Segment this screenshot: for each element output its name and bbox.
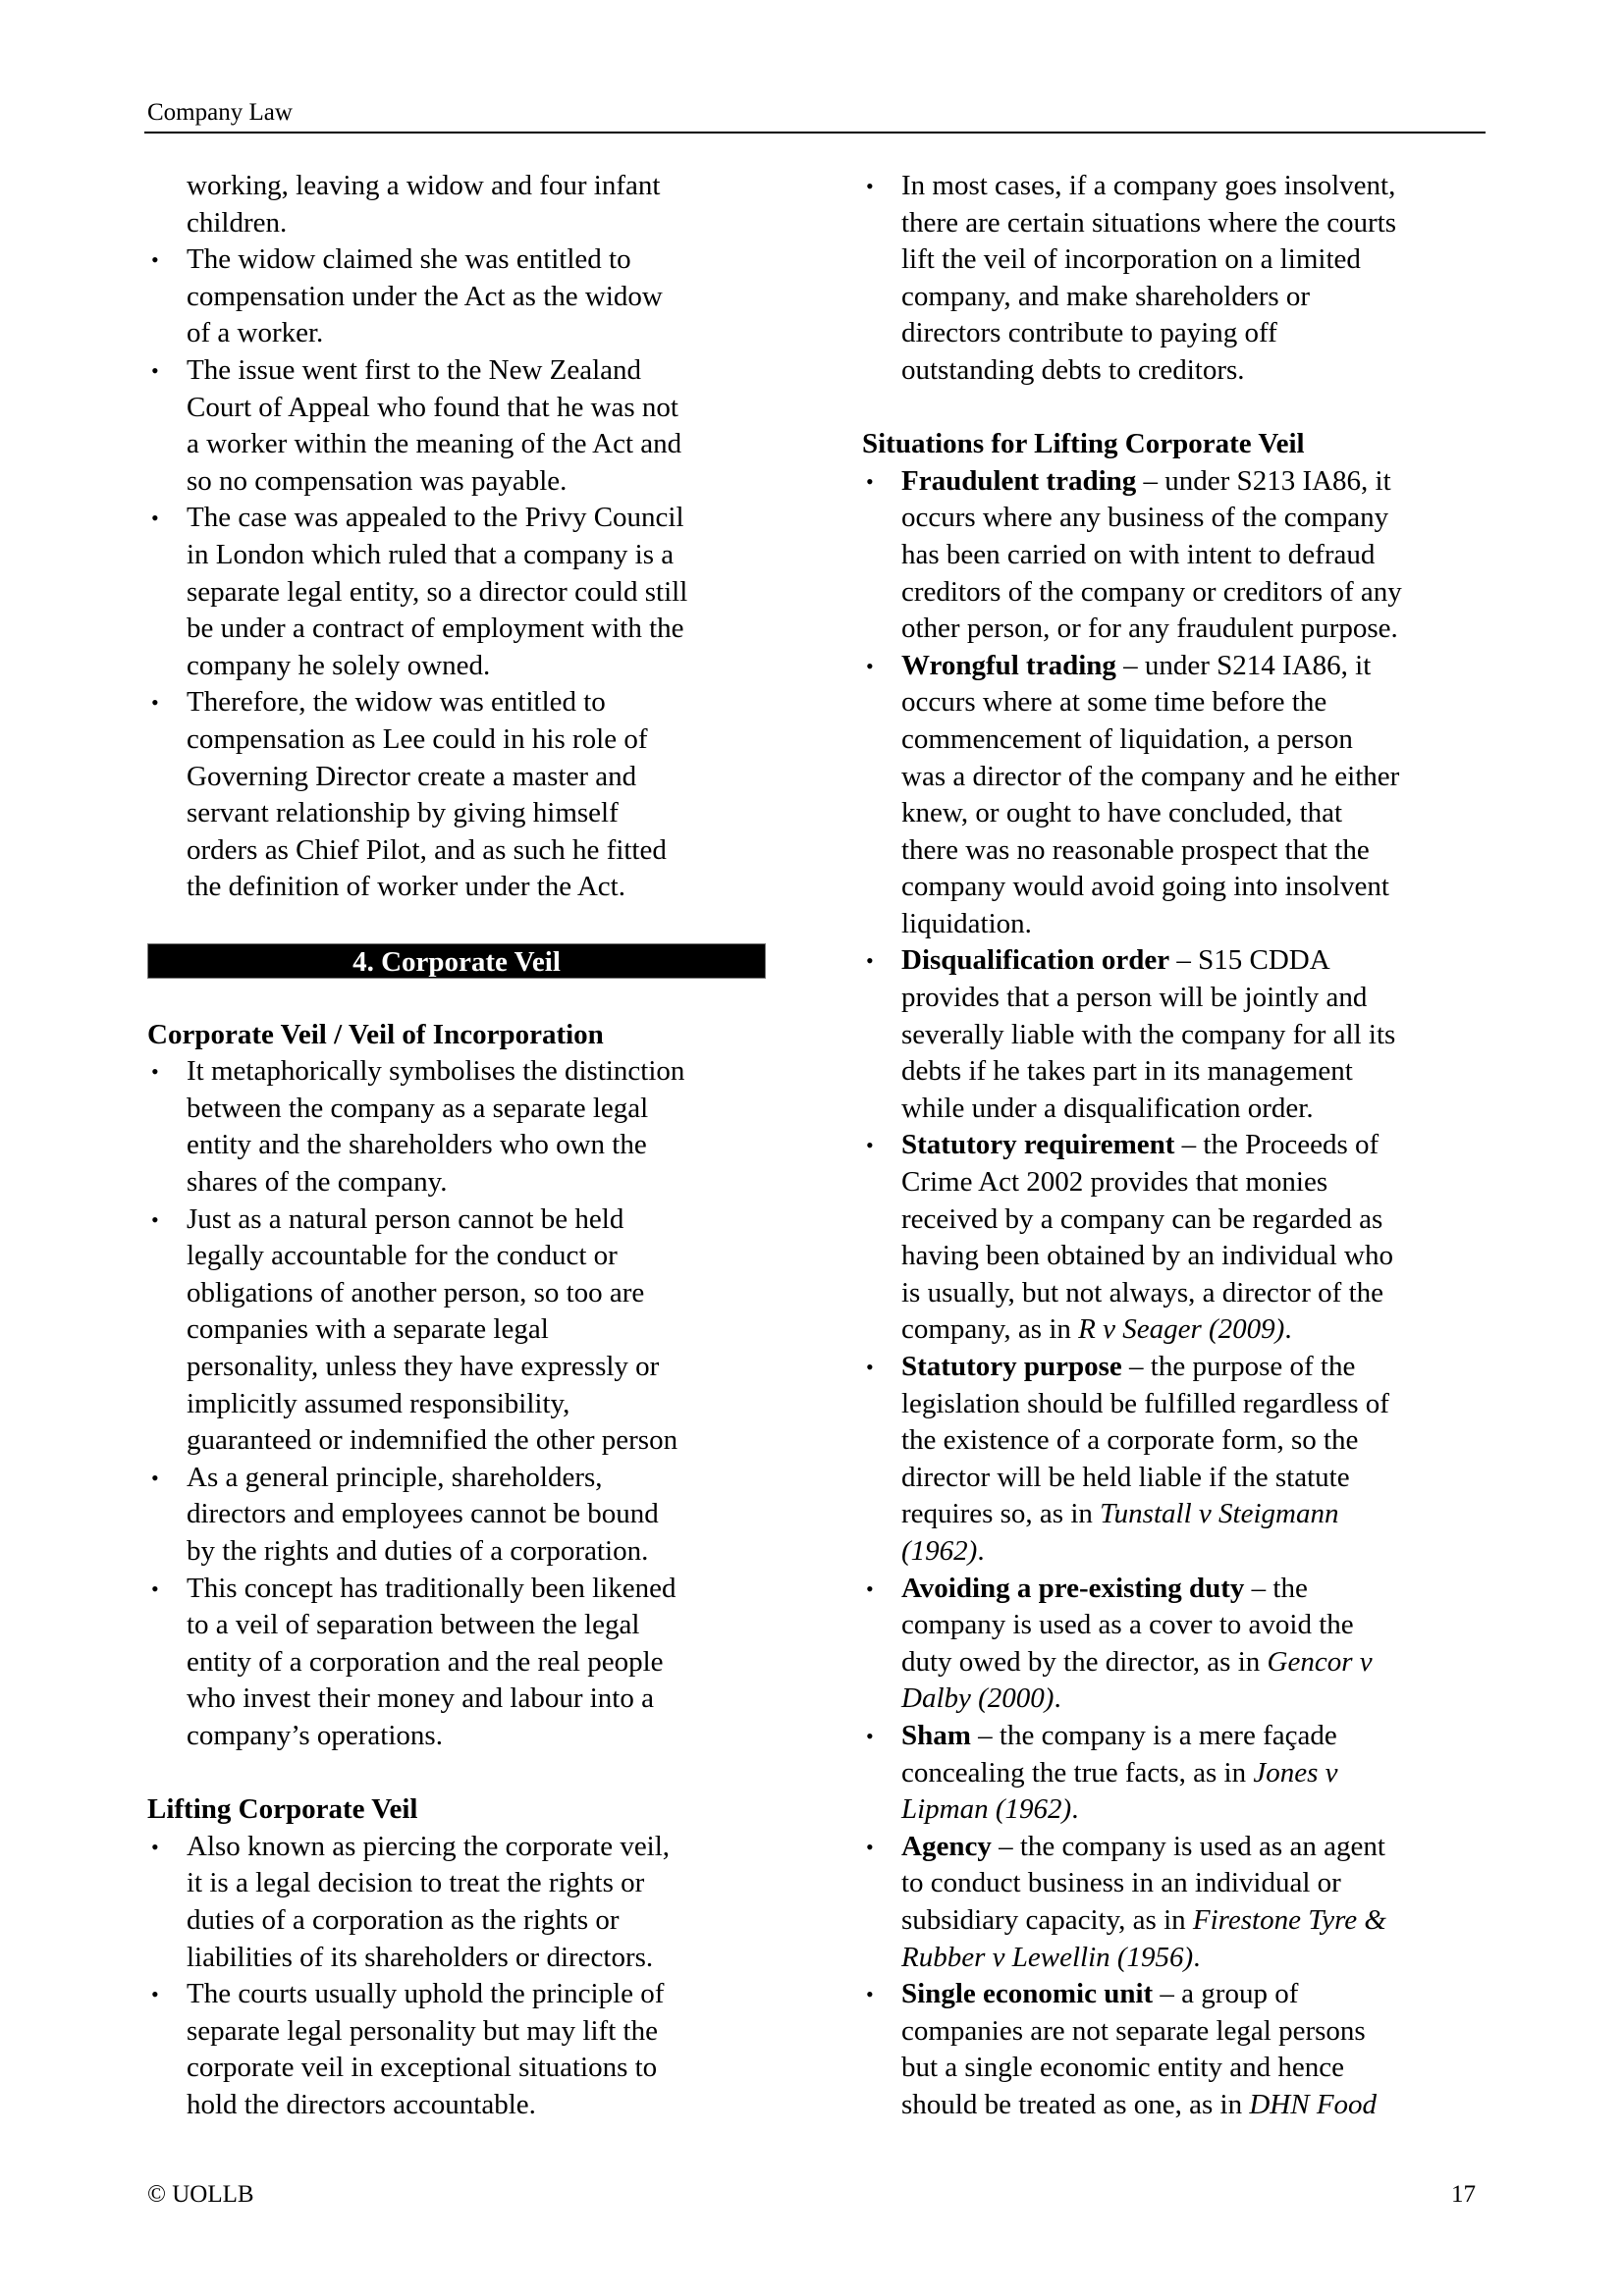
list-item-continuation	[862, 1311, 1490, 1349]
bullet-icon: •	[866, 1133, 874, 1158]
bullet-icon: •	[151, 247, 159, 273]
text-run: .	[977, 1534, 985, 1567]
list-item	[147, 684, 768, 721]
text-run: personality, unless they have expressly or	[187, 1351, 660, 1382]
list-item-continuation	[147, 2013, 768, 2051]
left-column	[147, 168, 768, 2123]
text-run: servant relationship by giving himself	[187, 797, 619, 829]
bullet-icon: •	[866, 468, 874, 494]
list-item-continuation	[862, 2087, 1490, 2124]
list-item	[862, 942, 1490, 980]
list-item-continuation	[147, 1533, 768, 1571]
bullet-icon: •	[866, 1575, 874, 1601]
list-item-continuation	[862, 795, 1490, 832]
list-item-continuation	[147, 832, 768, 870]
text-run: – the	[1244, 1572, 1308, 1604]
text-run: .	[1284, 1313, 1292, 1346]
list-item-continuation	[862, 279, 1490, 316]
text-run: Just as a natural person cannot be held	[187, 1202, 624, 1235]
text-run: In most cases, if a company goes insolvent,	[901, 170, 1396, 201]
case-citation: DHN Food	[1249, 2088, 1378, 2120]
text-run: – the company is used as an agent	[991, 1830, 1385, 1862]
text-run: other person, or for any fraudulent purpose.	[901, 613, 1398, 645]
list-item-continuation	[862, 500, 1490, 537]
list-item-continuation	[862, 980, 1490, 1017]
text-run: company, as in	[901, 1313, 1079, 1346]
list-item-continuation	[862, 205, 1490, 242]
list-item-continuation	[147, 1238, 768, 1275]
text-run: occurs where any business of the company	[901, 502, 1389, 534]
list-item-continuation	[147, 168, 768, 205]
list-item	[147, 1053, 768, 1091]
list-item-continuation	[147, 390, 768, 427]
blank-line	[147, 1755, 768, 1792]
text-run: debts if he takes part in its management	[901, 1055, 1353, 1088]
text-run: company, and make shareholders or	[901, 280, 1311, 312]
text-run: while under a disqualification order.	[901, 1092, 1314, 1124]
text-run: Also known as piercing the corporate veil,	[187, 1830, 671, 1862]
text-run: directors contribute to paying off	[901, 317, 1277, 349]
text-run: separate legal entity, so a director could still	[187, 575, 688, 608]
text-run: Therefore, the widow was entitled to	[187, 686, 606, 719]
list-item-continuation	[862, 1607, 1490, 1644]
list-item	[147, 1201, 768, 1239]
text-run: of a worker.	[187, 317, 324, 349]
text-run: shares of the company.	[187, 1166, 448, 1199]
term-label: Statutory requirement	[901, 1129, 1175, 1161]
term-label: Wrongful trading	[901, 649, 1116, 681]
list-item-continuation	[147, 1386, 768, 1423]
list-item-continuation	[862, 1275, 1490, 1312]
text-run: having been obtained by an individual who	[901, 1240, 1393, 1272]
list-item-continuation	[147, 611, 768, 648]
list-item	[862, 1127, 1490, 1164]
list-item-continuation	[862, 1791, 1490, 1829]
list-item-continuation	[862, 721, 1490, 759]
list-item	[147, 1829, 768, 1866]
text-run: obligations of another person, so too are	[187, 1276, 645, 1308]
case-citation: Jones v	[1253, 1756, 1338, 1789]
list-item-continuation	[147, 279, 768, 316]
text-run: .	[1193, 1941, 1201, 1973]
list-item-continuation	[147, 869, 768, 906]
right-column	[862, 168, 1490, 2123]
bullet-icon: •	[151, 690, 159, 716]
text-run: As a general principle, shareholders,	[187, 1461, 603, 1493]
list-item	[862, 1829, 1490, 1866]
term-label: Statutory purpose	[901, 1351, 1122, 1382]
list-item-continuation	[147, 1865, 768, 1902]
text-run: it is a legal decision to treat the rights or	[187, 1867, 645, 1899]
list-item	[862, 1976, 1490, 2013]
list-item-continuation	[862, 1091, 1490, 1128]
text-run: The courts usually uphold the principle of	[187, 1978, 665, 2010]
bullet-icon: •	[151, 506, 159, 531]
list-item-continuation	[147, 1422, 768, 1460]
text-run: so no compensation was payable.	[187, 464, 568, 497]
text-run: hold the directors accountable.	[187, 2088, 536, 2120]
text-run: – a group of	[1153, 1978, 1299, 2010]
bullet-icon: •	[866, 174, 874, 198]
list-item-continuation	[862, 2013, 1490, 2051]
list-item-continuation	[147, 463, 768, 501]
text-run: legislation should be fulfilled regardless of	[901, 1387, 1389, 1419]
text-run: between the company as a separate legal	[187, 1092, 649, 1124]
text-run: companies with a separate legal	[187, 1313, 549, 1346]
blank-line	[147, 906, 768, 943]
text-run: Crime Act 2002 provides that monies	[901, 1166, 1328, 1199]
list-item-continuation	[862, 2050, 1490, 2087]
text-run: duty owed by the director, as in	[901, 1645, 1268, 1678]
list-item-continuation	[862, 1533, 1490, 1571]
list-item-continuation	[147, 1940, 768, 1977]
term-label: Sham	[901, 1719, 971, 1751]
list-item-continuation	[147, 1718, 768, 1755]
list-item	[147, 1976, 768, 2013]
bullet-icon: •	[866, 1834, 874, 1859]
list-item-continuation	[862, 574, 1490, 612]
text-run: entity of a corporation and the real people	[187, 1645, 664, 1678]
text-run: – under S213 IA86, it	[1136, 464, 1391, 497]
running-header: Company Law	[147, 99, 293, 126]
text-run: but a single economic entity and hence	[901, 2052, 1344, 2084]
text-run: subsidiary capacity, as in	[901, 1903, 1193, 1936]
subheading: Lifting Corporate Veil	[147, 1793, 418, 1826]
bullet-icon: •	[866, 948, 874, 974]
text-run: directors and employees cannot be bound	[187, 1498, 659, 1530]
text-run: companies are not separate legal persons	[901, 2014, 1366, 2047]
list-item	[147, 352, 768, 390]
bullet-icon: •	[151, 1575, 159, 1601]
text-run: lift the veil of incorporation on a limited	[901, 243, 1361, 276]
text-run: This concept has traditionally been likened	[187, 1572, 676, 1604]
text-run: should be treated as one, as in	[901, 2088, 1250, 2120]
list-item-continuation	[147, 2087, 768, 2124]
list-item-continuation	[862, 1681, 1490, 1718]
list-item-continuation	[147, 205, 768, 242]
text-run: – S15 CDDA	[1169, 944, 1330, 977]
text-run: working, leaving a widow and four infant	[187, 170, 661, 201]
text-run: legally accountable for the conduct or	[187, 1240, 618, 1272]
text-run: It metaphorically symbolises the distinction	[187, 1055, 685, 1088]
text-run: has been carried on with intent to defraud	[901, 538, 1376, 570]
blank-line	[862, 390, 1490, 427]
text-run: the existence of a corporate form, so the	[901, 1424, 1359, 1457]
list-item-continuation	[147, 795, 768, 832]
list-item-continuation	[862, 1017, 1490, 1054]
text-run: to conduct business in an individual or	[901, 1867, 1341, 1899]
text-run: guaranteed or indemnified the other person	[187, 1424, 678, 1457]
term-label: Single economic unit	[901, 1978, 1154, 2010]
list-item-continuation	[147, 759, 768, 796]
blank-line	[147, 980, 768, 1017]
text-run: orders as Chief Pilot, and as such he fitted	[187, 833, 667, 866]
list-item-continuation	[147, 1127, 768, 1164]
text-run: liquidation.	[901, 907, 1032, 939]
text-run: outstanding debts to creditors.	[901, 353, 1245, 386]
text-run: there are certain situations where the courts	[901, 206, 1397, 239]
list-item-continuation	[862, 611, 1490, 648]
text-run: duties of a corporation as the rights or	[187, 1903, 620, 1936]
term-label: Avoiding a pre-existing duty	[901, 1572, 1245, 1604]
subheading: Situations for Lifting Corporate Veil	[862, 428, 1305, 460]
list-item	[862, 463, 1490, 501]
case-citation: Gencor v	[1267, 1645, 1373, 1678]
text-run: to a veil of separation between the legal	[187, 1609, 640, 1641]
bullet-icon: •	[151, 1206, 159, 1232]
list-item-continuation	[147, 1902, 768, 1940]
list-item-continuation	[147, 537, 768, 574]
text-run: The case was appealed to the Privy Council	[187, 502, 684, 534]
text-run: was a director of the company and he either	[901, 760, 1400, 792]
text-run: provides that a person will be jointly and	[901, 982, 1368, 1014]
list-item-continuation	[862, 1644, 1490, 1682]
text-run: children.	[187, 206, 288, 239]
bullet-icon: •	[151, 1059, 159, 1085]
section-heading-bar	[147, 942, 768, 980]
bullet-icon: •	[151, 1982, 159, 2007]
list-item-continuation	[862, 1496, 1490, 1533]
list-item-continuation	[147, 1311, 768, 1349]
list-item-continuation	[147, 1349, 768, 1386]
bullet-icon: •	[151, 357, 159, 383]
text-run: is usually, but not always, a director of the	[901, 1276, 1384, 1308]
bullet-icon: •	[866, 1982, 874, 2007]
list-item	[147, 1571, 768, 1608]
text-run: by the rights and duties of a corporation.	[187, 1534, 649, 1567]
case-citation: Dalby (2000)	[901, 1682, 1055, 1715]
bullet-icon: •	[866, 1355, 874, 1379]
text-run: who invest their money and labour into a	[187, 1682, 654, 1715]
list-item	[147, 500, 768, 537]
list-item-continuation	[147, 426, 768, 463]
list-item-continuation	[147, 315, 768, 352]
list-item-continuation	[862, 241, 1490, 279]
case-citation: Lipman (1962)	[901, 1793, 1072, 1826]
text-run: be under a contract of employment with the	[187, 613, 684, 645]
text-run: – the Proceeds of	[1174, 1129, 1380, 1161]
text-run: requires so, as in	[901, 1498, 1101, 1530]
list-item-continuation	[862, 832, 1490, 870]
list-item-continuation	[862, 684, 1490, 721]
text-run: implicitly assumed responsibility,	[187, 1387, 570, 1419]
list-item-continuation	[147, 574, 768, 612]
list-item-continuation	[862, 1460, 1490, 1497]
text-run: – the company is a mere façade	[970, 1719, 1337, 1751]
list-item-continuation	[147, 648, 768, 685]
list-item-continuation	[862, 1238, 1490, 1275]
text-run: creditors of the company or creditors of any	[901, 575, 1402, 608]
text-run: The issue went first to the New Zealand	[187, 353, 642, 386]
text-run: in London which ruled that a company is a	[187, 538, 675, 570]
text-run: concealing the true facts, as in	[901, 1756, 1254, 1789]
list-item-continuation	[147, 1275, 768, 1312]
text-run: The widow claimed she was entitled to	[187, 243, 631, 276]
case-citation: R v Seager (2009)	[1078, 1313, 1285, 1346]
list-item-continuation	[147, 1681, 768, 1718]
footer-copyright: © UOLLB	[147, 2181, 254, 2208]
list-item	[147, 241, 768, 279]
text-run: Governing Director create a master and	[187, 760, 637, 792]
list-item-continuation	[147, 2050, 768, 2087]
list-item-continuation	[862, 1940, 1490, 1977]
list-item-continuation	[862, 1755, 1490, 1792]
list-item-continuation	[862, 1902, 1490, 1940]
list-item	[862, 1349, 1490, 1386]
text-run: there was no reasonable prospect that the	[901, 833, 1370, 866]
text-run: – the purpose of the	[1121, 1351, 1356, 1382]
text-run: commencement of liquidation, a person	[901, 722, 1353, 755]
bullet-icon: •	[866, 653, 874, 678]
list-item	[862, 648, 1490, 685]
text-run: company he solely owned.	[187, 649, 491, 681]
list-item-continuation	[862, 352, 1490, 390]
term-label: Disqualification order	[901, 944, 1170, 977]
text-run: director will be held liable if the statute	[901, 1461, 1350, 1493]
list-item-continuation	[862, 1865, 1490, 1902]
text-run: severally liable with the company for all its	[901, 1018, 1396, 1050]
term-label: Fraudulent trading	[901, 464, 1137, 497]
text-run: .	[1071, 1793, 1079, 1826]
text-run: occurs where at some time before the	[901, 686, 1327, 719]
subheading: Corporate Veil / Veil of Incorporation	[147, 1018, 604, 1050]
list-item-continuation	[862, 1164, 1490, 1201]
case-citation: Firestone Tyre &	[1192, 1903, 1386, 1936]
term-label: Agency	[901, 1830, 992, 1862]
bullet-icon: •	[151, 1834, 159, 1859]
list-item-continuation	[862, 906, 1490, 943]
list-item-continuation	[147, 721, 768, 759]
section-heading: 4. Corporate Veil	[147, 943, 766, 979]
text-run: company would avoid going into insolvent	[901, 871, 1389, 903]
header-rule	[144, 132, 1486, 133]
list-item	[862, 168, 1490, 205]
list-item-continuation	[147, 1496, 768, 1533]
bullet-icon: •	[151, 1465, 159, 1490]
list-item	[862, 1718, 1490, 1755]
text-run: separate legal personality but may lift the	[187, 2014, 658, 2047]
list-item-continuation	[862, 1422, 1490, 1460]
list-item-continuation	[147, 1091, 768, 1128]
list-item-continuation	[147, 1607, 768, 1644]
list-item	[147, 1460, 768, 1497]
text-run: knew, or ought to have concluded, that	[901, 797, 1343, 829]
list-item	[862, 1571, 1490, 1608]
list-item-continuation	[862, 1201, 1490, 1239]
text-run: .	[1054, 1682, 1061, 1715]
text-run: a worker within the meaning of the Act and	[187, 428, 682, 460]
list-item-continuation	[862, 869, 1490, 906]
text-run: company is used as a cover to avoid the	[901, 1609, 1354, 1641]
text-run: compensation under the Act as the widow	[187, 280, 663, 312]
list-item-continuation	[862, 315, 1490, 352]
case-citation: (1962)	[901, 1534, 978, 1567]
list-item-continuation	[862, 1053, 1490, 1091]
list-item-continuation	[147, 1644, 768, 1682]
list-item-continuation	[147, 1164, 768, 1201]
text-run: liabilities of its shareholders or directors.	[187, 1941, 654, 1973]
text-run: Court of Appeal who found that he was not	[187, 391, 678, 423]
list-item-continuation	[862, 759, 1490, 796]
text-run: company’s operations.	[187, 1719, 443, 1751]
text-run: entity and the shareholders who own the	[187, 1129, 647, 1161]
list-item-continuation	[862, 1386, 1490, 1423]
text-run: – under S214 IA86, it	[1115, 649, 1372, 681]
text-run: the definition of worker under the Act.	[187, 871, 625, 903]
text-run: received by a company can be regarded as	[901, 1202, 1383, 1235]
bullet-icon: •	[866, 1723, 874, 1748]
case-citation: Tunstall v Steigmann	[1100, 1498, 1339, 1530]
text-run: compensation as Lee could in his role of	[187, 722, 648, 755]
case-citation: Rubber v Lewellin (1956)	[901, 1941, 1194, 1973]
list-item-continuation	[862, 537, 1490, 574]
page-number: 17	[1451, 2181, 1476, 2208]
text-run: corporate veil in exceptional situations to	[187, 2052, 658, 2084]
